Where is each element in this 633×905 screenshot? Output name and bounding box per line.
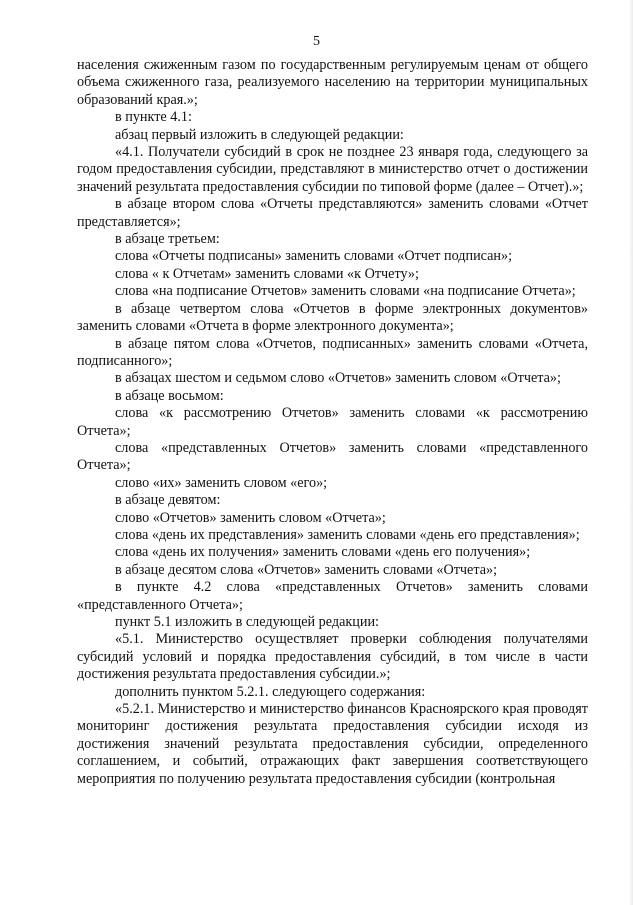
paragraph: слова « к Отчетам» заменить словами «к Отчету»; — [115, 265, 419, 282]
paragraph: в абзаце третьем: — [115, 231, 220, 248]
paragraph: в абзаце втором слова «Отчеты представляются» заменить словами «Отчет представляется»; — [77, 196, 588, 230]
paragraph: слово «их» заменить словом «его»; — [115, 474, 328, 491]
paragraph: слова «день их получения» заменить словами «день его получения»; — [115, 544, 531, 561]
paragraph: слова «день их представления» заменить словами «день его представления»; — [115, 526, 580, 543]
paragraph: в абзацах шестом и седьмом слово «Отчетов» заменить словом «Отчета»; — [115, 370, 561, 387]
paragraph: в пункте 4.1: — [115, 109, 192, 126]
paragraph: слова «к рассмотрению Отчетов» заменить словами «к рассмотрению Отчета»; — [77, 405, 588, 439]
paragraph: в абзаце девятом: — [115, 492, 221, 509]
paragraph: абзац первый изложить в следующей редакции: — [115, 126, 404, 143]
paragraph: в пункте 4.2 слова «представленных Отчетов» заменить словами «представленного Отчета»; — [77, 579, 588, 613]
scan-edge-shadow — [629, 0, 633, 905]
paragraph: в абзаце четвертом слова «Отчетов в форме электронных документов» заменить словами «Отчета в форме электронного документа»; — [77, 300, 588, 335]
paragraph: в абзаце десятом слова «Отчетов» заменить словами «Отчета»; — [115, 561, 498, 578]
paragraph: слова «представленных Отчетов» заменить словами «представленного Отчета»; — [77, 439, 588, 474]
paragraph: слова «Отчеты подписаны» заменить словами «Отчет подписан»; — [115, 248, 513, 265]
document-body — [77, 57, 588, 788]
paragraph: слова «на подписание Отчетов» заменить словами «на подписание Отчета»; — [115, 283, 576, 300]
paragraph: «5.1. Министерство осуществляет проверки соблюдения получателями субсидий условий и порядка предоставления субсидий, в том числе в части достижения результата предоставления субсидии.»; — [77, 631, 588, 683]
paragraph: дополнить пунктом 5.2.1. следующего содержания: — [115, 683, 426, 700]
paragraph: пункт 5.1 изложить в следующей редакции: — [115, 614, 379, 630]
paragraph: «5.2.1. Министерство и министерство финансов Красноярского края проводят мониторинг достижения результата предоставления субсидии исходя из достижения значений результата предоставления субсидии, определенного соглашением, и событий, отражающих факт завершения соответствующего мероприятия по получению результата предоставления субсидии (контрольная — [77, 701, 588, 787]
paragraph: «4.1. Получатели субсидий в срок не позднее 23 января года, следующего за годом предоставления субсидии, представляют в министерство отчет о достижении значений результата предоставления субсидии по типовой форме (далее – Отчет).»; — [77, 144, 588, 195]
paragraph: слово «Отчетов» заменить словом «Отчета»; — [115, 509, 386, 526]
paragraph: в абзаце восьмом: — [115, 387, 224, 404]
paragraph: в абзаце пятом слова «Отчетов, подписанных» заменить словами «Отчета, подписанного»; — [77, 335, 588, 369]
paragraph-continuation: населения сжиженным газом по государственным регулируемым ценам от общего объема сжиженного газа, реализуемого населению на территории муниципальных образований края.»; — [77, 57, 588, 108]
page-number: 5 — [313, 34, 320, 49]
